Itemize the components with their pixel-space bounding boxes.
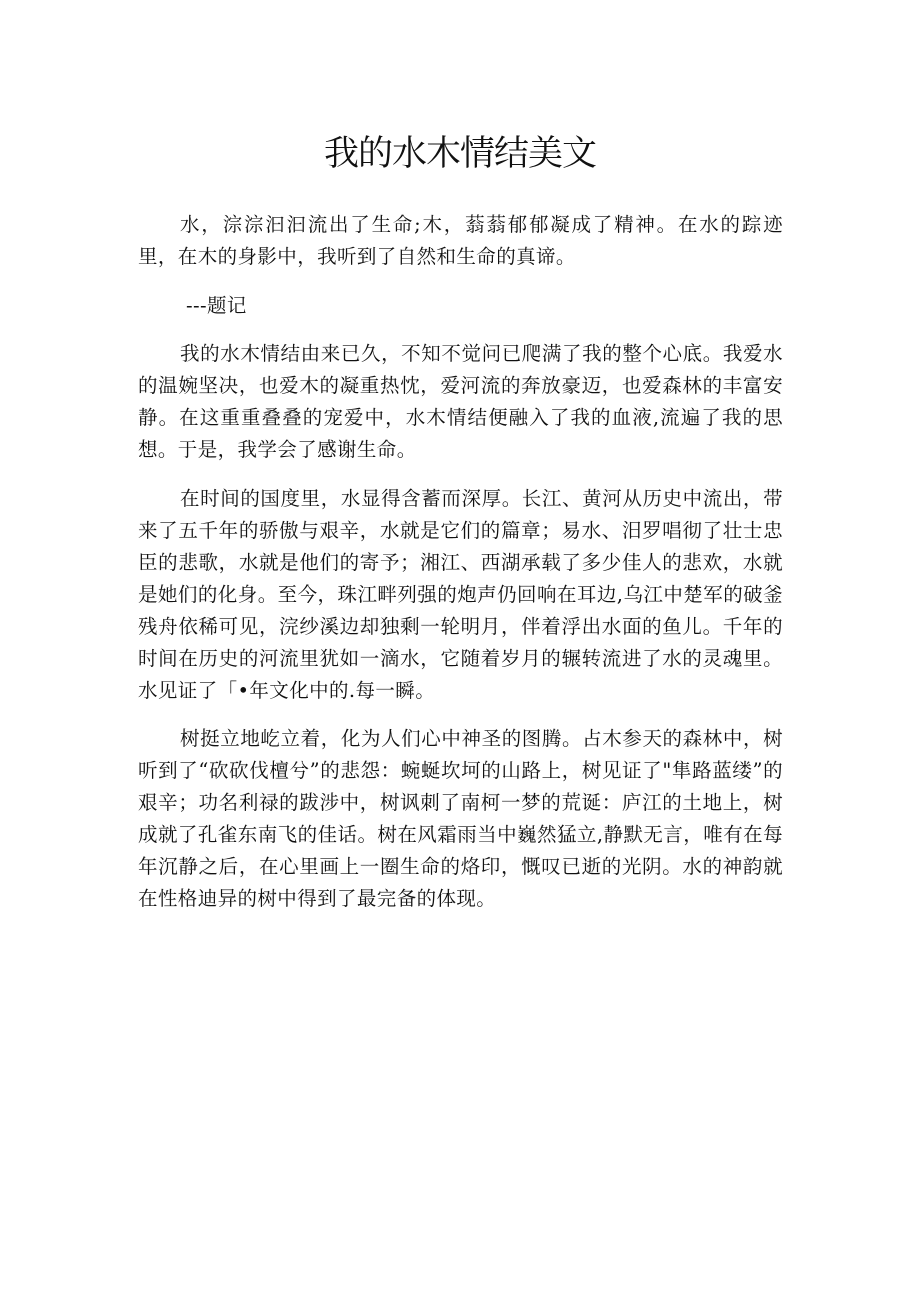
paragraph-water-in-history: 在时间的国度里，水显得含蓄而深厚。长江、黄河从历史中流出，带来了五千年的骄傲与艰辛，水就是它们的篇章；易水、汨罗唱彻了壮士忠臣的悲歌，水就是他们的寄予；湘江、西湖承载了多少佳人的悲欢，水就是她们的化身。至今，珠江畔列强的炮声仍回响在耳边,乌江中楚军的破釜残舟依稀可见，浣纱溪边却独剩一轮明月，伴着浮出水面的鱼儿。千年的时间在历史的河流里犹如一滴水，它随着岁月的辗转流进了水的灵魂里。水见证了「•年文化中的.每一瞬。: [138, 486, 783, 702]
paragraph-love-of-water-and-wood: 我的水木情结由来已久，不知不觉问已爬满了我的整个心底。我爱水的温婉坚决，也爱木的凝重热忱，爱河流的奔放豪迈，也爱森林的丰富安静。在这重重叠叠的宠爱中，水木情结便融入了我的血液,流遍了我的思想。于是，我学会了感谢生命。: [138, 342, 783, 461]
paragraph-epigraph-signature: ---题记: [186, 293, 247, 317]
page-title: 我的水木情结美文: [323, 134, 596, 174]
paragraph-trees-as-totem: 树挺立地屹立着，化为人们心中神圣的图腾。占木参天的森林中，树听到了“砍砍伐檀兮”的悲怨：蜿蜒坎坷的山路上，树见证了"隼路蓝缕”的艰辛；功名利禄的跋涉中，树讽刺了南柯一梦的荒诞：庐江的土地上，树成就了孔雀东南飞的佳话。树在风霜雨当中巍然猛立,静默无言，唯有在每年沉静之后，在心里画上一圈生命的烙印，慨叹已逝的光阴。水的神韵就在性格迪异的树中得到了最完备的体现。: [138, 727, 783, 910]
article-body: [138, 209, 783, 932]
paragraph-intro: 水，淙淙汩汩流出了生命;木，蓊蓊郁郁凝成了精神。在水的踪迹里，在木的身影中，我听到了自然和生命的真谛。: [138, 213, 783, 268]
